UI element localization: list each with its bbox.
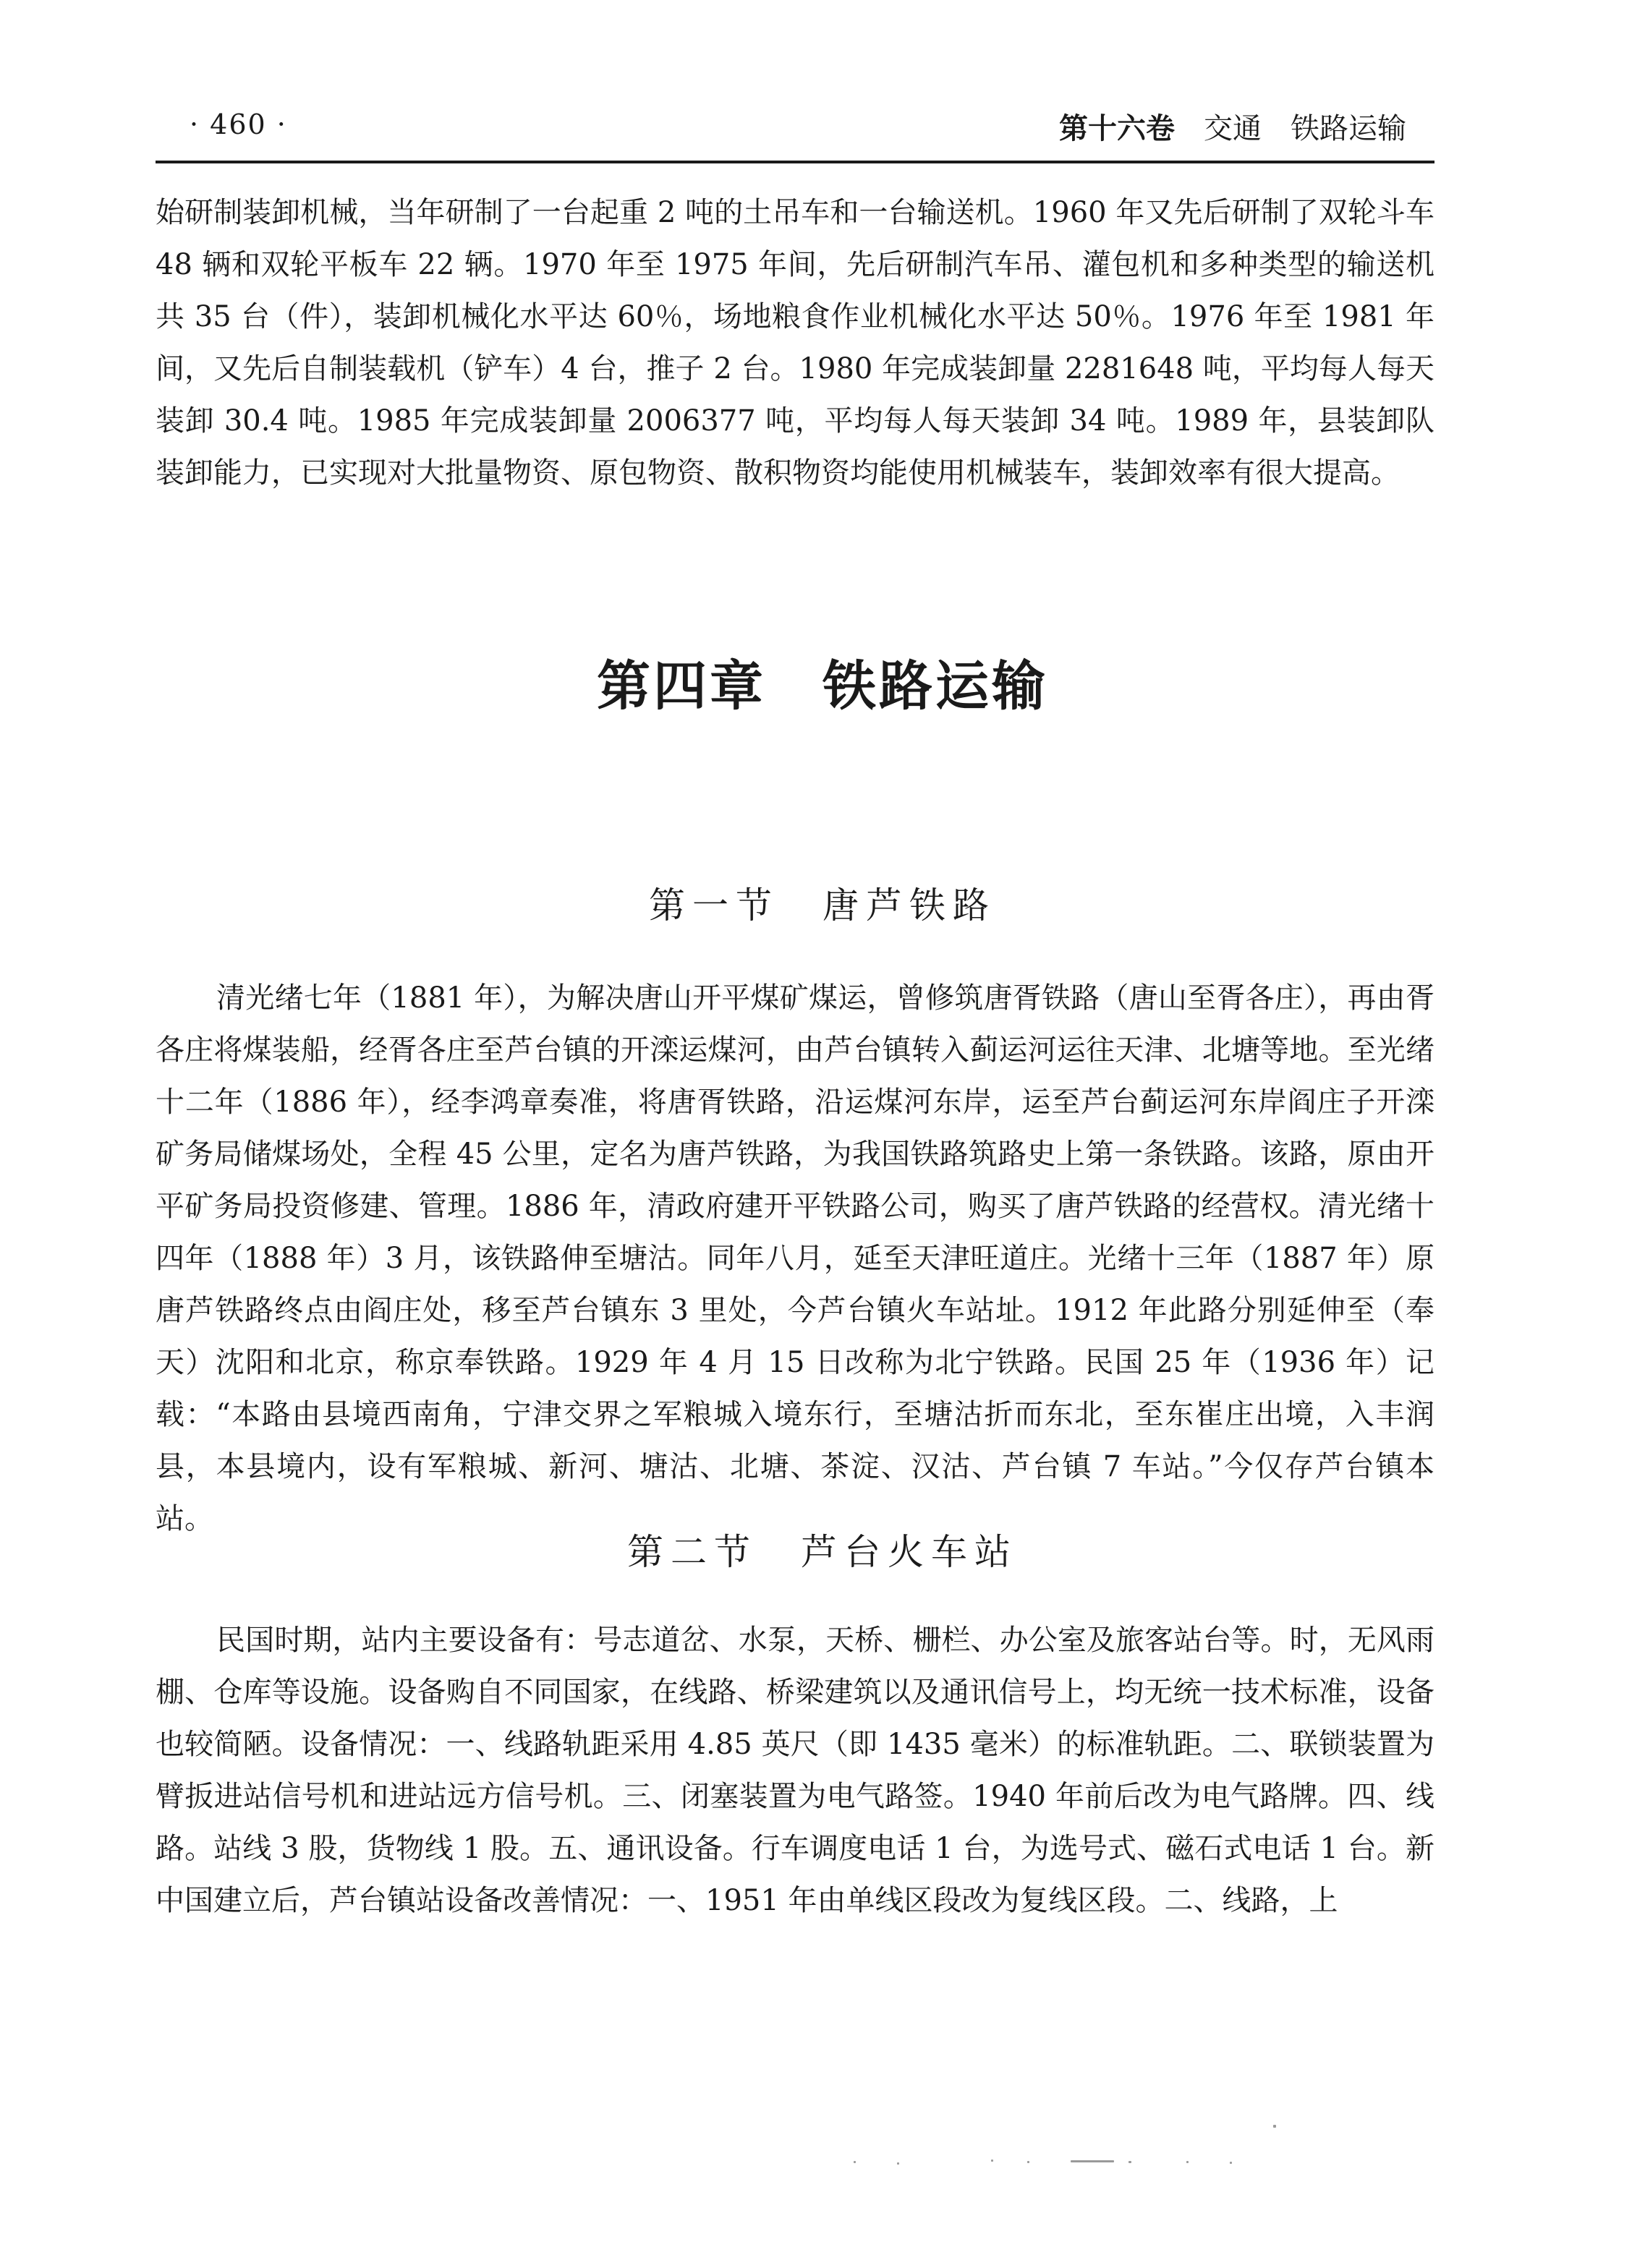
section-2-paragraph: 民国时期，站内主要设备有：号志道岔、水泵，天桥、栅栏、办公室及旅客站台等。时，无风雨棚、仓库等设施。设备购自不同国家，在线路、桥梁建筑以及通讯信号上，均无统一技术标准，设备也较简陋。设备情况：一、线路轨距采用 4.85 英尺（即 1435 毫米）的标准轨距。二、联锁装置为臂扳进站信号机和进站远方信号机。三、闭塞装置为电气路签。1940 年前后改为电气路牌。四、线路。站线 3 股，货物线 1 股。五、通讯设备。行车调度电话 1 台，为选号式、磁石式电话 1 台。新中国建立后，芦台镇站设备改善情况：一、1951 年由单线区段改为复线区段。二、线路，上 bbox=[156, 1624, 1434, 1917]
header-subject: 交通 bbox=[1204, 112, 1262, 145]
intro-paragraph: 始研制装卸机械，当年研制了一台起重 2 吨的土吊车和一台输送机。1960 年又先后研制了双轮斗车 48 辆和双轮平板车 22 辆。1970 年至 1975 年间，先后研制汽车吊、灌包机和多种类型的输送机共 35 台（件），装卸机械化水平达 60％，场地粮食作业机械化水平达 50％。1976 年至 1981 年间，又先后自制装载机（铲车）4 台，推子 2 台。1980 年完成装卸量 2281648 吨，平均每人每天装卸 30.4 吨。1985 年完成装卸量 2006377 吨，平均每人每天装卸 34 吨。1989 年，县装卸队装卸能力，已实现对大批量物资、原包物资、散积物资均能使用机械装车，装卸效率有很大提高。 bbox=[156, 196, 1434, 490]
header-volume: 第十六卷 bbox=[1059, 112, 1175, 145]
section-1-text-block bbox=[156, 972, 1434, 1545]
section-1-paragraph: 清光绪七年（1881 年），为解决唐山开平煤矿煤运，曾修筑唐胥铁路（唐山至胥各庄），再由胥各庄将煤装船，经胥各庄至芦台镇的开滦运煤河，由芦台镇转入蓟运河运往天津、北塘等地。至光绪十二年（1886 年），经李鸿章奏准，将唐胥铁路，沿运煤河东岸，运至芦台蓟运河东岸阎庄子开滦矿务局储煤场处，全程 45 公里，定名为唐芦铁路，为我国铁路筑路史上第一条铁路。该路，原由开平矿务局投资修建、管理。1886 年，清政府建开平铁路公司，购买了唐芦铁路的经营权。清光绪十四年（1888 年）3 月，该铁路伸至塘沽。同年八月，延至天津旺道庄。光绪十三年（1887 年）原唐芦铁路终点由阎庄处，移至芦台镇东 3 里处，今芦台镇火车站址。1912 年此路分别延伸至（奉天）沈阳和北京，称京奉铁路。1929 年 4 月 15 日改称为北宁铁路。民国 25 年（1936 年）记载：“本路由县境西南角，宁津交界之军粮城入境东行，至塘沽折而东北，至东崔庄出境，入丰润县，本县境内，设有军粮城、新河、塘沽、北塘、茶淀、汉沽、芦台镇 7 车站。”今仅存芦台镇本站。 bbox=[156, 981, 1434, 1535]
running-header bbox=[1059, 106, 1406, 147]
page-number: · 460 · bbox=[190, 108, 287, 140]
section-title-1: 第一节 唐芦铁路 bbox=[649, 884, 996, 926]
section-title-2: 第二节 芦台火车站 bbox=[627, 1531, 1018, 1573]
section-2-text-block bbox=[156, 1614, 1434, 1927]
header-topic: 铁路运输 bbox=[1291, 112, 1406, 145]
intro-text-block bbox=[156, 187, 1434, 499]
chapter-title: 第四章 铁路运输 bbox=[597, 655, 1048, 717]
header-rule bbox=[156, 161, 1434, 163]
